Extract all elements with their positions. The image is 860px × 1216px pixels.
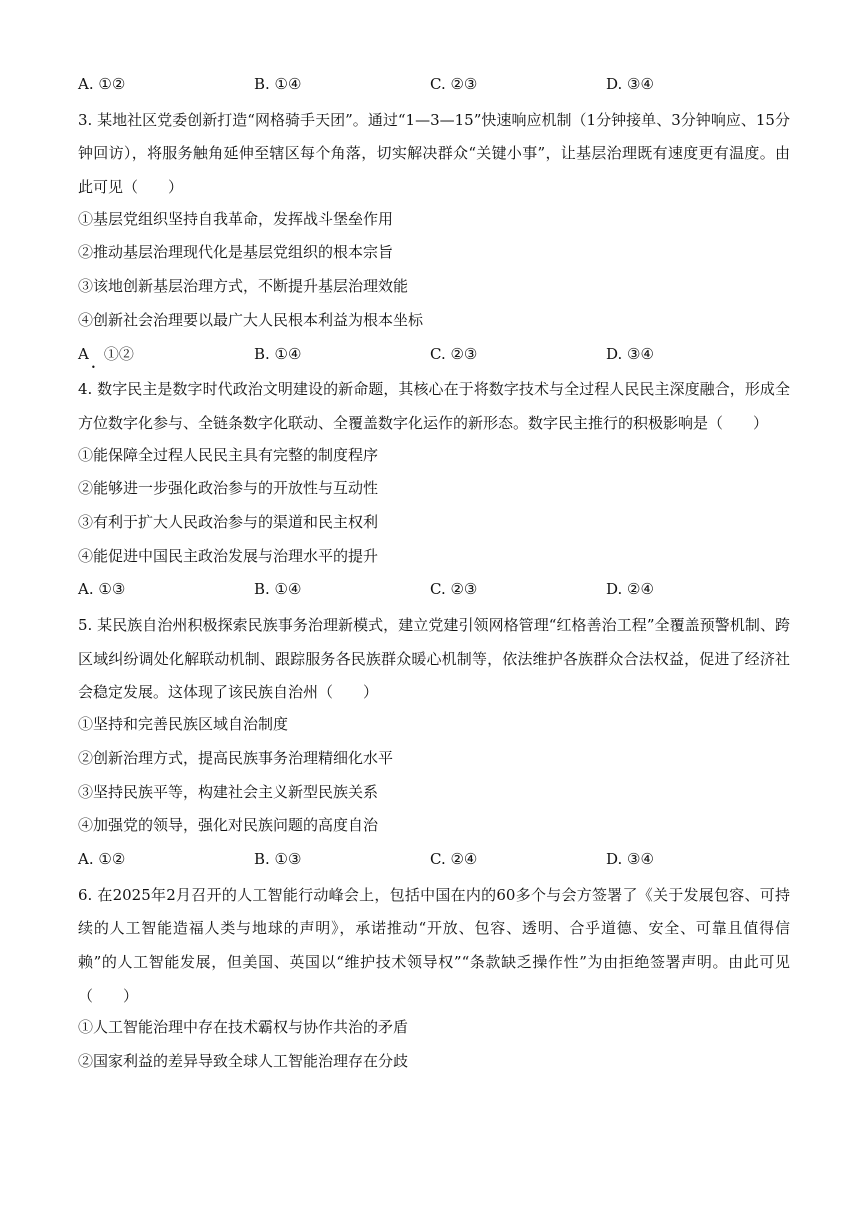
q5-option-c: C. ②④ <box>430 849 478 868</box>
q3-stem: 3. 某地社区党委创新打造“网格骑手天团”。通过“1—3—15”快速响应机制（1分钟接单、3分钟响应、15分钟回访），将服务触角延伸至辖区每个角落，切实解决群众“关键小事”，让基层治理既有速度更有温度。由此可见（ ） <box>78 110 790 197</box>
q3-option-a: A ①② <box>78 344 134 363</box>
q6-stem: 6. 在2025年2月召开的人工智能行动峰会上，包括中国在内的60多个与会方签署了《关于发展包容、可持续的人工智能造福人类与地球的声明》，承诺推动“开放、包容、透明、合乎道德、安全、可靠且值得信赖”的人工智能发展，但美国、英国以“维护技术领导权”“条款缺乏操作性”为由拒绝签署声明。由此可见（ ） <box>78 885 790 1005</box>
q5-options <box>78 845 790 879</box>
q3-item-4: ④创新社会治理要以最广大人民根本利益为根本坐标 <box>78 310 424 329</box>
q2-option-c: C. ②③ <box>430 75 478 93</box>
q5-option-b: B. ①③ <box>254 849 302 868</box>
q4-stem: 4. 数字民主是数字时代政治文明建设的新命题，其核心在于将数字技术与全过程人民民主深度融合，形成全方位数字化参与、全链条数字化联动、全覆盖数字化运作的新形态。数字民主推行的积极影响是（ ） <box>78 380 790 432</box>
q2-option-a: A. ①② <box>78 75 126 93</box>
q3-item-1: ①基层党组织坚持自我革命，发挥战斗堡垒作用 <box>78 209 394 228</box>
q4-item-2: ②能够进一步强化政治参与的开放性与互动性 <box>78 479 379 498</box>
stray-dot-mark: • <box>91 362 96 372</box>
exam-page <box>78 70 790 1081</box>
q3-option-d: D. ③④ <box>606 344 654 363</box>
q4-option-c: C. ②③ <box>430 580 478 599</box>
q4-item-3: ③有利于扩大人民政治参与的渠道和民主权利 <box>78 513 379 532</box>
q3-item-2: ②推动基层治理现代化是基层党组织的根本宗旨 <box>78 243 394 262</box>
q3-option-b: B. ①④ <box>254 344 302 363</box>
q4-item-4: ④能促进中国民主政治发展与治理水平的提升 <box>78 546 379 565</box>
q5-item-2: ②创新治理方式，提高民族事务治理精细化水平 <box>78 748 394 767</box>
q5-item-1: ①坚持和完善民族区域自治制度 <box>78 715 289 734</box>
q5-item-4: ④加强党的领导，强化对民族问题的高度自治 <box>78 816 379 835</box>
q5-option-d: D. ③④ <box>606 849 654 868</box>
q4-option-b: B. ①④ <box>254 580 302 599</box>
q5-item-3: ③坚持民族平等，构建社会主义新型民族关系 <box>78 782 379 801</box>
q4-option-a: A. ①③ <box>78 580 126 599</box>
q6-item-1: ①人工智能治理中存在技术霸权与协作共治的矛盾 <box>78 1018 409 1037</box>
q3-options <box>78 340 790 374</box>
q4-options <box>78 575 790 609</box>
q4-item-1: ①能保障全过程人民民主具有完整的制度程序 <box>78 445 379 464</box>
q3-item-3: ③该地创新基层治理方式，不断提升基层治理效能 <box>78 277 409 296</box>
q5-option-a: A. ①② <box>78 849 126 868</box>
q6-item-2: ②国家利益的差异导致全球人工智能治理存在分歧 <box>78 1052 409 1071</box>
q2-option-b: B. ①④ <box>254 75 302 93</box>
q5-stem: 5. 某民族自治州积极探索民族事务治理新模式，建立党建引领网格管理“红格善治工程”全覆盖预警机制、跨区域纠纷调处化解联动机制、跟踪服务各民族群众暖心机制等，依法维护各族群众合法权益，促进了经济社会稳定发展。这体现了该民族自治州（ ） <box>78 616 790 702</box>
q4-option-d: D. ②④ <box>606 580 654 599</box>
q3-option-c: C. ②③ <box>430 344 478 363</box>
q2-option-d: D. ③④ <box>606 75 654 93</box>
q2-options <box>78 70 790 104</box>
